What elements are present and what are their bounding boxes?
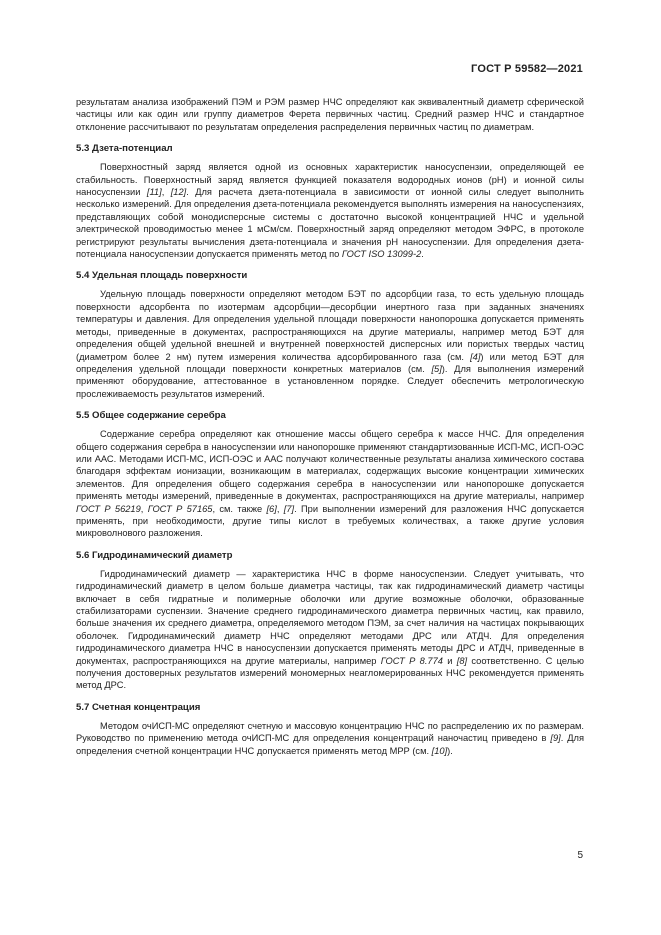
reference-link[interactable]: [4] <box>470 351 481 362</box>
section-5-4-paragraph <box>76 288 584 400</box>
standard-designation: ГОСТ Р 59582—2021 <box>471 63 583 75</box>
section-5-3-heading <box>76 143 584 155</box>
section-5-7-paragraph <box>76 720 584 757</box>
section-title: Счетная концентрация <box>92 701 201 713</box>
intro-paragraph: результатам анализа изображений ПЭМ и РЭМ размер НЧС определяют как эквивалентный диаметр сферической частицы или как один или группу диаметров Ферета первичных частиц. Средний размер НЧС и стандартное отклонение рассчитывают по результатам определения распределения первичных частиц по диаметрам. <box>76 97 584 132</box>
reference-link[interactable]: ГОСТ Р 56219 <box>76 503 141 514</box>
reference-link[interactable]: ГОСТ Р 57165 <box>147 503 213 514</box>
text-run: соответственно. С целью получения достоверных результатов измерений мономерных неагломерированных НЧС рекомендуется применять метод ДРС. <box>76 655 584 691</box>
section-5-7-heading <box>76 702 584 714</box>
document-body <box>76 96 584 757</box>
text-run: . При выполнении измерений для разложения НЧС допускается применять, при необходимости, другие типы кислот в требуемых количествах, а также другие условия микроволнового разложения. <box>76 503 584 539</box>
text-run: ). Для выполнения измерений применяют оборудование, аттестованное в установленном порядке. Следует обеспечить метрологическую прослеживаемость результатов измерений. <box>76 363 584 399</box>
text-run: , см. также <box>212 503 267 514</box>
reference-link[interactable]: ГОСТ ISO 13099-2 <box>341 249 422 260</box>
reference-link[interactable]: [11] <box>146 187 162 198</box>
section-number: 5.3 <box>76 143 90 155</box>
section-number: 5.5 <box>76 410 90 422</box>
text-run: , <box>276 503 284 514</box>
text-run: и <box>442 655 457 666</box>
reference-link[interactable]: [12] <box>170 187 187 198</box>
section-5-6-heading <box>76 550 584 562</box>
section-number: 5.6 <box>76 549 90 561</box>
reference-link[interactable]: [6] <box>266 503 277 514</box>
text-run: . Для расчета дзета-потенциала в зависимости от ионной силы следует выполнить несколько измерений. Для определения дзета-потенциала рекомендуется выполнять измерения на наносуспензиях, представляющих собой монодисперсные системы с достаточно высокой концентрацией НЧС и удельной электрической проводимостью менее 1 мСм/см. Поверхностный заряд определяют методом ЭФРС, в протоколе регистрируют результаты вычисления дзета-потенциала и значения pH наносуспензии. Для определения дзета-потенциала наносуспензии допускается применять метод по <box>76 187 584 260</box>
section-title: Общее содержание серебра <box>92 410 226 422</box>
text-run: . <box>421 249 424 260</box>
section-number: 5.7 <box>76 701 90 713</box>
reference-link[interactable]: [5] <box>431 363 442 374</box>
section-5-5-paragraph <box>76 428 584 540</box>
reference-link[interactable]: [10] <box>431 745 448 756</box>
section-5-5-heading <box>76 410 584 422</box>
text-run: Удельную площадь поверхности определяют методом БЭТ по адсорбции газа, то есть удельную площадь поверхности адсорбента по изотермам адсорбции—десорбции инертного газа при заданных значениях температуры и давления. Для определения удельной площади поверхности нанопорошка допускается применять методы, приведенные в документах, распространяющихся на другие материалы, например метод БЭТ для определения общей удельной внешней и внутренней поверхностей дисперсных или пористых твердых частиц (диаметром более 2 нм) путем измерения количества адсорбированного газа (см. <box>76 289 584 362</box>
text-run: Содержание серебра определяют как отношение массы общего серебра к массе НЧС. Для определения общего содержания серебра в наносуспензии или нанопорошке применяют стандартизованные ИСП-МС, ИСП-ОЭС или ААС. Методами ИСП-МС, ИСП-ОЭС и ААС получают количественные результаты анализа химического состава благодаря эффектам ионизации, возникающим в материалах, содержащих высокие концентрации химических элементов. Для определения общего содержания серебра в наносуспензии или нанопорошке допускается применять методы измерений, приведенные в документах, распространяющихся на другие материалы, например <box>76 429 584 502</box>
text-run: ). <box>447 745 453 756</box>
text-run: , <box>140 503 148 514</box>
text-run: . Для определения счетной концентрации НЧС допускается применять метод МРР (см. <box>76 733 585 756</box>
section-number: 5.4 <box>76 270 90 282</box>
text-run: Гидродинамический диаметр — характеристика НЧС в форме наносуспензии. Следует учитывать, что гидродинамический диаметр в целом больше диаметра частицы, так как гидродинамический диаметр частицы включает в себя гидратные и полимерные оболочки или другие возможные оболочки, образованные стабилизаторами суспензии. Значение среднего гидродинамического диаметра первичных частиц, как правило, больше значения их среднего диаметра, определяемого методом ПЭМ, за счет наличия на частицах покрывающих оболочек. Гидродинамический диаметр НЧС определяют методами ДРС или АТДЧ. Для определения гидродинамического диаметра НЧС в наносуспензии допускается применять методы ДРС и АТДЧ, приведенные в документах, распространяющихся на другие материалы, например <box>76 568 584 666</box>
text-run: Поверхностный заряд является одной из основных характеристик наносуспензии, определяющей ее стабильность. Поверхностный заряд является функцией показателя водородных ионов (pH) и ионной силы наносуспензии <box>76 162 584 198</box>
reference-link[interactable]: [9] <box>550 733 561 744</box>
page-number: 5 <box>577 850 583 861</box>
text-run: , <box>161 187 171 198</box>
section-5-4-heading <box>76 270 584 282</box>
section-title: Гидродинамический диаметр <box>92 549 233 561</box>
section-title: Дзета-потенциал <box>92 143 173 155</box>
section-5-6-paragraph <box>76 568 584 692</box>
text-run: Методом очИСП-МС определяют счетную и массовую концентрацию НЧС по распределению их по размерам. Руководство по применению метода очИСП-МС для определения концентраций наночастиц приведено в <box>76 720 584 744</box>
section-title: Удельная площадь поверхности <box>92 270 248 282</box>
reference-link[interactable]: [7] <box>283 503 295 514</box>
section-5-3-paragraph <box>76 161 584 260</box>
reference-link[interactable]: [8] <box>456 655 468 666</box>
text-run: ) или метод БЭТ для определения удельной площади поверхности конкретных материалов (см. <box>76 351 584 374</box>
reference-link[interactable]: ГОСТ Р 8.774 <box>380 655 443 666</box>
